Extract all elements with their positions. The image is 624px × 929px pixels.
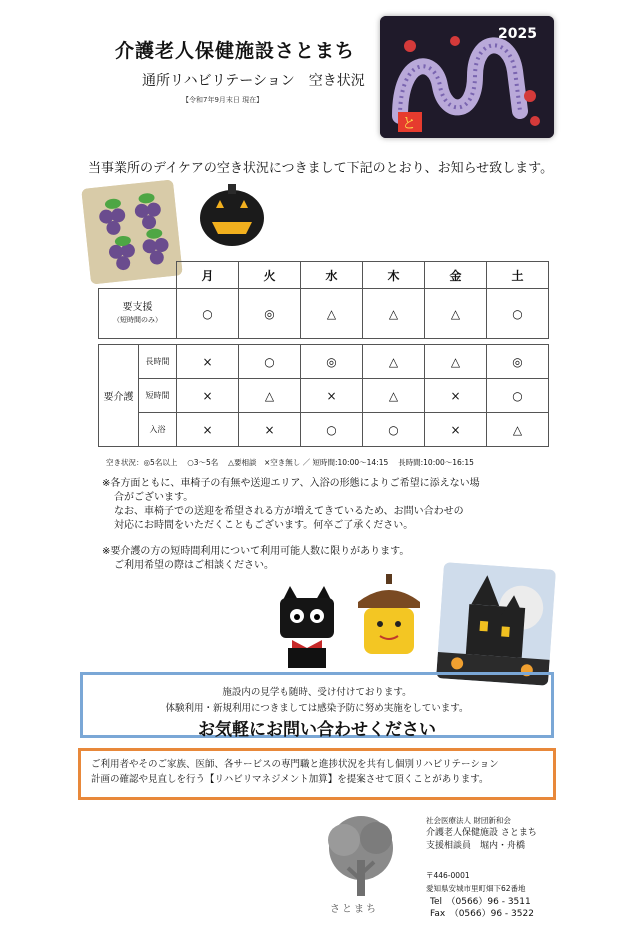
- availability-cell: ×: [239, 413, 301, 447]
- availability-cell: △: [239, 379, 301, 413]
- inquiry-headline: お気軽にお問い合わせください: [198, 720, 436, 740]
- support-group-cell: [99, 289, 177, 339]
- availability-cell: ○: [363, 413, 425, 447]
- row-label: 入浴: [139, 413, 177, 447]
- availability-table: [98, 261, 549, 447]
- jack-o-lantern-photo: [194, 176, 270, 252]
- snake-artwork-photo: [380, 16, 554, 138]
- row-group-label: 要支援: [122, 301, 153, 313]
- availability-cell: ×: [177, 379, 239, 413]
- day-header: 月: [177, 262, 239, 289]
- logo-text: さとまち: [330, 904, 378, 915]
- availability-cell: ○: [487, 289, 549, 339]
- note-line: 対応にお時間をいただくこともございます。何卒ご了承ください。: [114, 520, 414, 531]
- availability-cell: ○: [177, 289, 239, 339]
- day-header: 水: [301, 262, 363, 289]
- care-group-cell: 要介護: [99, 345, 139, 447]
- row-group-note: （短時間のみ）: [113, 315, 162, 324]
- availability-cell: △: [363, 379, 425, 413]
- inquiry-box: [80, 672, 554, 738]
- availability-cell: ×: [177, 413, 239, 447]
- availability-cell: ◎: [487, 345, 549, 379]
- note-line: 合がございます。: [114, 492, 194, 503]
- footer-fax: Fax （0566）96 - 3522: [430, 909, 534, 919]
- footer-facility: 介護老人保健施設 さとまち: [426, 828, 537, 838]
- page-title: 介護老人保健施設さとまち: [115, 40, 356, 62]
- as-of-date: 【令和7年9月末日 現在】: [182, 96, 264, 104]
- footer-address: 愛知県安城市里町畑下62番地: [426, 884, 526, 893]
- availability-cell: ×: [425, 413, 487, 447]
- availability-cell: △: [363, 289, 425, 339]
- inquiry-line: 体験利用・新規利用につきましては感染予防に努め実施をしています。: [165, 703, 469, 714]
- availability-cell: ×: [301, 379, 363, 413]
- intro-text: 当事業所のデイケアの空き状況につきまして下記のとおり、お知らせ致します。: [88, 161, 554, 176]
- table-row: [99, 289, 549, 339]
- footer-staff: 支援相談員 堀内・舟橋: [426, 841, 526, 851]
- availability-cell: ◎: [301, 345, 363, 379]
- table-row: [99, 345, 549, 379]
- availability-cell: △: [363, 345, 425, 379]
- availability-cell: △: [487, 413, 549, 447]
- black-cat-craft-photo: [270, 582, 344, 670]
- snake-year-text: 2025: [498, 26, 537, 42]
- haunted-house-photo: [436, 562, 556, 686]
- rehab-line: ご利用者やそのご家族、医師、各サービスの専門職と進捗状況を共有し個別リハビリテーション: [91, 759, 499, 770]
- rehab-management-box: [78, 748, 556, 800]
- day-header: 火: [239, 262, 301, 289]
- note-line: なお、車椅子での送迎を希望される方が増えてきているため、お問い合わせの: [114, 506, 464, 517]
- availability-cell: △: [425, 345, 487, 379]
- day-header: 土: [487, 262, 549, 289]
- row-label: 長時間: [139, 345, 177, 379]
- row-label: 短時間: [139, 379, 177, 413]
- availability-cell: ○: [487, 379, 549, 413]
- day-header: 金: [425, 262, 487, 289]
- footer-zip: 〒446-0001: [426, 871, 470, 880]
- availability-cell: ×: [177, 345, 239, 379]
- footer-org: 社会医療法人 財団新和会: [426, 816, 511, 825]
- availability-cell: ○: [239, 345, 301, 379]
- note-line: ※各方面ともに、車椅子の有無や送迎エリア、入浴の形態によりご希望に添えない場: [102, 478, 480, 489]
- footer-tel: Tel （0566）96 - 3511: [430, 897, 531, 907]
- availability-cell: ○: [301, 413, 363, 447]
- availability-legend: 空き状況：◎5名以上 ○3～5名 △要相談 ×空き無し ／ 短時間:10:00～14:15 長時間:10:00～16:15: [106, 458, 474, 467]
- table-header-row: [99, 262, 549, 289]
- table-corner: [99, 262, 177, 289]
- table-row: [99, 379, 549, 413]
- footer-phone: [430, 896, 534, 920]
- day-header: 木: [363, 262, 425, 289]
- availability-cell: △: [425, 289, 487, 339]
- note-line: ご利用希望の際はご相談ください。: [114, 560, 274, 571]
- acorn-craft-photo: [352, 572, 426, 662]
- footer-contact: [426, 814, 537, 895]
- table-row: [99, 413, 549, 447]
- availability-cell: ×: [425, 379, 487, 413]
- page-subtitle: 通所リハビリテーション 空き状況: [142, 73, 365, 89]
- snake-badge-text: と: [402, 116, 416, 132]
- availability-cell: △: [301, 289, 363, 339]
- rehab-line: 計画の確認や見直しを行う【リハビリマネジメント加算】を提案させて頂くことがあります。: [91, 774, 489, 785]
- availability-cell: ◎: [239, 289, 301, 339]
- inquiry-line: 施設内の見学も随時、受け付けております。: [222, 687, 412, 698]
- note-wheelchair: [102, 477, 572, 533]
- note-line: ※要介護の方の短時間利用について利用可能人数に限りがあります。: [102, 546, 410, 557]
